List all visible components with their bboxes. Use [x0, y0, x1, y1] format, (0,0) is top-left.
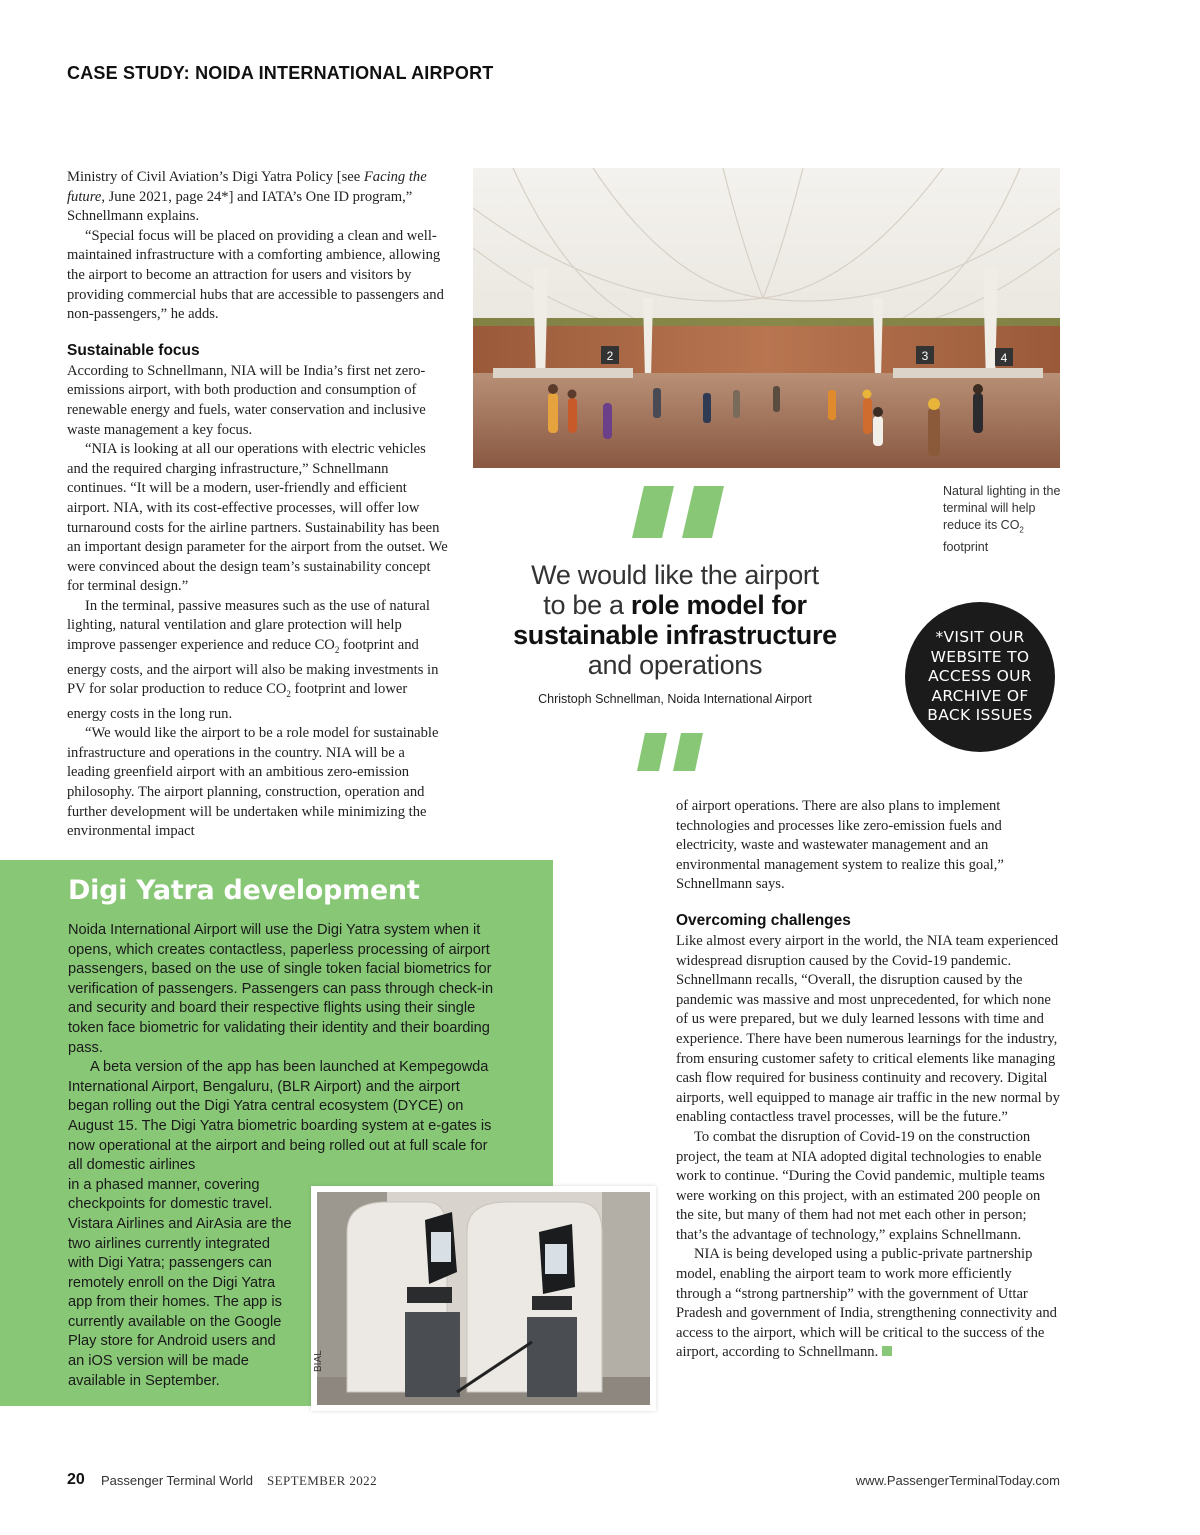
quote-line-1: We would like the airport	[531, 560, 819, 590]
website-url[interactable]: www.PassengerTerminalToday.com	[855, 1473, 1060, 1488]
quote-line-4: and operations	[587, 650, 763, 680]
end-mark-icon	[882, 1346, 892, 1356]
pull-quote	[490, 560, 860, 706]
left-column	[67, 168, 449, 842]
quote-line-3: sustainable infrastructure	[513, 620, 837, 650]
sidebar-title: Digi Yatra development	[68, 875, 420, 906]
page-number: 20	[67, 1471, 85, 1488]
open-quote-icon	[632, 486, 727, 538]
quote-attribution: Christoph Schnellman, Noida International Airport	[538, 692, 812, 706]
heading-sustainable-focus: Sustainable focus	[67, 341, 200, 359]
right-column	[676, 797, 1060, 1363]
gate-number-2: 2	[606, 349, 614, 363]
terminal-interior-photo	[473, 168, 1060, 468]
quote-line-2: to be a role model for	[543, 590, 807, 620]
sidebar-paragraph-1: Noida International Airport will use the Digi Yatra system when it opens, which creates contactless, paperless processing of airport passengers, based on the use of single token facial biometrics for verification of passengers. Passengers can pass through check-in and security and board their respective flights using their single token face biometric for validating their identity and their boarding pass.	[68, 922, 494, 1056]
left-paragraph-4: “NIA is looking at all our operations with electric vehicles and the required charging infrastructure,” Schnellmann continues. “It will be a modern, user-friendly and efficient airport. NIA, with its cost-effective processes, will offer low turnaround costs for the airline partners. Sustainability has been an important design parameter for the airport from the outset. We were convinced about the design team’s sustainability concept for terminal design.”	[67, 441, 448, 595]
right-paragraph-2: Like almost every airport in the world, the NIA team experienced widespread disruption caused by the Covid-19 pandemic. Schnellmann recalls, “Overall, the disruption caused by the pandemic was massive and most unprecedented, for which none of us were prepared, but we duly learned lessons with time and experience. There have been numerous learnings for the industry, from ensuring customer safety to critical elements like managing cash flow required for business continuity and recovery. Digital airports, well equipped to manage air traffic in the new normal by enabling contactless travel processes, will be the future.”	[676, 932, 1060, 1126]
left-paragraph-1: Ministry of Civil Aviation’s Digi Yatra Policy [see Facing the future, June 2021, page 24*] and IATA’s One ID program,” Schnellmann explains.	[67, 169, 427, 225]
archive-callout-badge: *VISIT OUR WEBSITE TO ACCESS OUR ARCHIVE OF BACK ISSUES	[905, 602, 1055, 752]
sidebar-paragraph-2: A beta version of the app has been launched at Kempegowda International Airport, Bengaluru, (BLR Airport) and the airport began rolling out the Digi Yatra central ecosystem (DYCE) on August 15. The Digi Yatra biometric boarding system at e-gates is now operational at the airport and being rolled out at full scale for all domestic airlines	[68, 1059, 492, 1174]
right-paragraph-3: To combat the disruption of Covid-19 on the construction project, the team at NIA adopted digital technologies to enable work to continue. “During the Covid pandemic, multiple teams were working on this project, with an estimated 200 people on the site, but many of them had not met each other in person; that’s the advantage of technology,” explains Schnellmann.	[676, 1128, 1045, 1243]
gate-number-4: 4	[1000, 351, 1008, 365]
sidebar-paragraph-2-continued: in a phased manner, covering checkpoints for domestic travel. Vistara Airlines and AirAsia are the two airlines currently integrated with Digi Yatra; passengers can remotely enroll on the Digi Yatra app from their homes. The app is currently available on the Google Play store for Android users and an iOS version will be made available in September.	[68, 1176, 292, 1389]
photo-credit: BIAL	[313, 1350, 324, 1372]
left-paragraph-5: In the terminal, passive measures such as the use of natural lighting, natural ventilation and glare protection will help improve passenger experience and reduce $CO_2$ footprint and energy costs, and the airport will also be making investments in PV for solar production to reduce $CO_2$ footprint and lower energy costs in the long run.	[67, 597, 439, 722]
photo-caption: Natural lighting in the terminal will help reduce its $CO_2$ footprint	[943, 484, 1061, 554]
e-gates-photo	[311, 1186, 656, 1411]
close-quote-icon	[637, 733, 705, 771]
gate-number-3: 3	[921, 349, 929, 363]
heading-overcoming-challenges: Overcoming challenges	[676, 911, 851, 929]
publication-name: Passenger Terminal World	[101, 1473, 253, 1488]
section-header: CASE STUDY: NOIDA INTERNATIONAL AIRPORT	[67, 63, 494, 83]
right-paragraph-1: of airport operations. There are also plans to implement technologies and processes like zero-emission fuels and electricity, waste and wastewater management and an environmental management system to realize this goal,” Schnellmann says.	[676, 798, 1004, 893]
left-paragraph-2: “Special focus will be placed on providing a clean and well-maintained infrastructure with a comforting ambience, allowing the airport to become an attraction for users and visitors by providing commercial hubs that are accessible to passengers and non-passengers,” he adds.	[67, 227, 444, 323]
issue-date: SEPTEMBER 2022	[267, 1473, 377, 1488]
left-paragraph-6: “We would like the airport to be a role model for sustainable infrastructure and operations in the country. NIA will be a leading greenfield airport with an ambitious zero-emission philosophy. The airport planning, construction, operation and further development will be undertaken while minimizing the environmental impact	[67, 725, 439, 840]
left-paragraph-3: According to Schnellmann, NIA will be India’s first net zero-emissions airport, with both production and consumption of renewable energy and fuels, water conservation and inclusive waste management a key focus.	[67, 362, 426, 438]
right-paragraph-4: NIA is being developed using a public-private partnership model, enabling the airport team to work more efficiently through a “strong partnership” with the government of Uttar Pradesh and government of India, strengthening connectivity and access to the airport, which will be critical to the success of the airport, according to Schnellmann.	[676, 1246, 1057, 1361]
